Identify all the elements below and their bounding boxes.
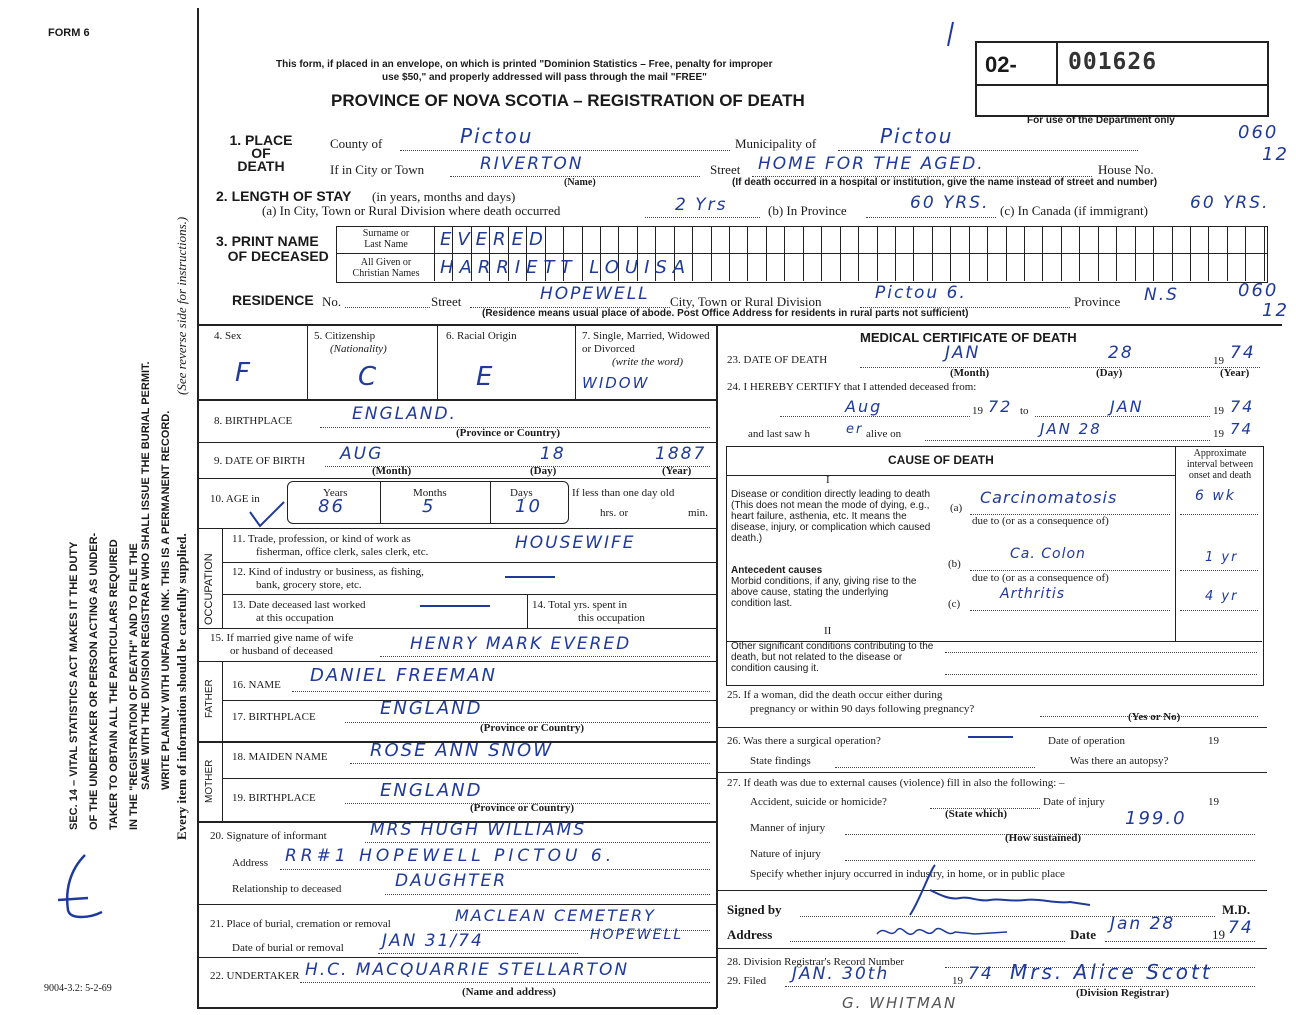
filed-yr: 74 bbox=[968, 964, 994, 984]
bottom-name: G. WHITMAN bbox=[842, 994, 958, 1012]
side-text-6: WRITE PLAINLY WITH UNFADING INK. THIS IS A PERMANENT RECORD. bbox=[160, 410, 172, 790]
trade-label-2: fisherman, office clerk, sales clerk, etc. bbox=[256, 546, 429, 558]
code-199: 199.0 bbox=[1125, 808, 1187, 829]
direct-cause-label: Disease or condition directly leading to death (This does not mean the mode of dying, e.g., heart failure, asthenia, etc. It means the disease, injury, or complication which caused death.) bbox=[731, 489, 931, 544]
dob-year-hint: (Year) bbox=[662, 465, 692, 477]
frame-mid-vertical bbox=[716, 324, 718, 1008]
residence-city-value: Pictou 6. bbox=[875, 283, 967, 303]
side-text-1: SEC. 14 – VITAL STATISTICS ACT MAKES IT THE DUTY bbox=[68, 541, 80, 830]
q26-date-label: Date of operation bbox=[1048, 735, 1125, 747]
q25-label-1: 25. If a woman, did the death occur either during bbox=[727, 689, 943, 701]
surname-value: EVERED bbox=[440, 229, 549, 250]
frame-left bbox=[197, 8, 199, 1008]
attended-to-yr-prefix: 19 bbox=[1213, 405, 1224, 417]
date-worked-label-2: at this occupation bbox=[256, 612, 334, 624]
stay-b-label: (b) In Province bbox=[768, 203, 847, 218]
form-number: FORM 6 bbox=[48, 27, 90, 39]
cause-title: CAUSE OF DEATH bbox=[888, 453, 994, 467]
specify-label: Specify whether injury occurred in industry, in home, or in public place bbox=[750, 868, 1065, 880]
place-code-2: 12 bbox=[1262, 144, 1289, 165]
sign-yr: 74 bbox=[1228, 918, 1254, 938]
dob-day: 18 bbox=[540, 444, 566, 464]
reg-box-v bbox=[1056, 41, 1058, 85]
cause-b-value: Ca. Colon bbox=[1010, 546, 1086, 562]
informant-rel-label: Relationship to deceased bbox=[232, 883, 342, 895]
sign-yr-prefix: 19 bbox=[1212, 927, 1225, 942]
dod-day: 28 bbox=[1108, 343, 1134, 363]
age-checkmark bbox=[248, 500, 288, 530]
sex-label: 4. Sex bbox=[214, 330, 242, 342]
residence-label: RESIDENCE bbox=[232, 292, 314, 308]
dod-year-hint: (Year) bbox=[1220, 367, 1250, 379]
dob-label: 9. DATE OF BIRTH bbox=[214, 455, 306, 467]
attended-to-label: to bbox=[1020, 405, 1029, 417]
interval-label: Approximate interval between onset and death bbox=[1186, 448, 1254, 481]
q29-label: 29. Filed bbox=[727, 975, 767, 987]
date-label: Date bbox=[1070, 927, 1096, 942]
undertaker-hint: (Name and address) bbox=[462, 986, 556, 998]
registrar-hint: (Division Registrar) bbox=[1076, 987, 1170, 999]
state-findings-label: State findings bbox=[750, 755, 811, 767]
mother-birthplace-value: ENGLAND bbox=[380, 780, 483, 801]
autopsy-label: Was there an autopsy? bbox=[1070, 755, 1169, 767]
father-birthplace-value: ENGLAND bbox=[380, 698, 483, 719]
burial-place-value-2: HOPEWELL bbox=[590, 927, 684, 943]
reg-box-divider bbox=[975, 84, 1267, 86]
q28-label: 28. Division Registrar's Record Number bbox=[727, 956, 905, 968]
mother-name-value: ROSE ANN SNOW bbox=[370, 740, 554, 761]
informant-addr-label: Address bbox=[232, 857, 269, 869]
marital-sub: (write the word) bbox=[612, 356, 684, 368]
dob-day-hint: (Day) bbox=[530, 465, 557, 477]
hospital-note: (If death occurred in a hospital or institution, give the name instead of street and number) bbox=[732, 177, 1158, 188]
other-conditions-label: Other significant conditions contributing to the death, but not related to the disease or condition causing it. bbox=[731, 641, 934, 674]
street-value: HOME FOR THE AGED. bbox=[758, 154, 985, 174]
last-saw-yr-prefix: 19 bbox=[1213, 428, 1224, 440]
due-to-label-2: due to (or as a consequence of) bbox=[972, 572, 1109, 584]
undertaker-value: H.C. MACQUARRIE STELLARTON bbox=[305, 960, 630, 980]
marital-label: 7. Single, Married, Widowed or Divorced bbox=[582, 330, 710, 355]
spouse-label-2: or husband of deceased bbox=[230, 645, 333, 657]
residence-code-2: 12 bbox=[1262, 300, 1289, 321]
birthplace-label: 8. BIRTHPLACE bbox=[214, 415, 293, 427]
house-label: House No. bbox=[1098, 162, 1154, 177]
informant-rel-value: DAUGHTER bbox=[395, 871, 508, 891]
cause-a-label: (a) bbox=[950, 502, 963, 514]
age-less-than-day: If less than one day old bbox=[572, 487, 675, 499]
attended-from-yr-prefix: 19 bbox=[972, 405, 983, 417]
postal-notice-line-2: use $50," and properly addressed will pass through the mail "FREE" bbox=[382, 72, 707, 83]
q25-hint: (Yes or No) bbox=[1128, 711, 1181, 723]
stay-b-value: 60 YRS. bbox=[910, 193, 990, 213]
name-label: 3. PRINT NAME OF DECEASED bbox=[216, 233, 329, 264]
dod-year: 74 bbox=[1230, 343, 1256, 363]
county-value: Pictou bbox=[460, 124, 534, 148]
residence-no-label: No. bbox=[322, 294, 342, 309]
reg-prefix: 02- bbox=[985, 52, 1017, 77]
surname-label: Surname or Last Name bbox=[362, 228, 410, 250]
state-which-hint: (State which) bbox=[945, 808, 1008, 820]
residence-code-1: 060 bbox=[1238, 280, 1279, 301]
burial-date-label: Date of burial or removal bbox=[232, 942, 344, 954]
father-name-value: DANIEL FREEMAN bbox=[310, 665, 497, 686]
sign-date: Jan 28 bbox=[1110, 914, 1176, 934]
q26-label: 26. Was there a surgical operation? bbox=[727, 735, 881, 747]
trade-label-1: 11. Trade, profession, or kind of work as bbox=[232, 533, 411, 545]
citizenship-sub: (Nationality) bbox=[330, 343, 387, 355]
mother-side-label: MOTHER bbox=[204, 759, 215, 803]
place-code-1: 060 bbox=[1238, 122, 1279, 143]
age-hrs: hrs. or bbox=[600, 507, 629, 519]
attended-from-yr: 72 bbox=[988, 397, 1013, 416]
due-to-label-1: due to (or as a consequence of) bbox=[972, 515, 1109, 527]
dob-month-hint: (Month) bbox=[372, 465, 412, 477]
sex-value: F bbox=[235, 358, 252, 388]
residence-city-label: City, Town or Rural Division bbox=[670, 294, 822, 309]
signed-by-label: Signed by bbox=[727, 902, 782, 917]
side-text-3: TAKER TO OBTAIN ALL THE PARTICULARS REQUIRED bbox=[108, 539, 120, 830]
occupation-side-label: OCCUPATION bbox=[203, 553, 215, 625]
q25-label-2: pregnancy or within 90 days following pregnancy? bbox=[750, 703, 975, 715]
injury-date-label: Date of injury bbox=[1043, 796, 1105, 808]
cause-c-value: Arthritis bbox=[1000, 586, 1066, 602]
informant-addr-value: RR#1 HOPEWELL PICTOU 6. bbox=[285, 846, 616, 866]
accident-label: Accident, suicide or homicide? bbox=[750, 796, 887, 808]
cause-a-interval: 6 wk bbox=[1195, 488, 1236, 504]
last-saw-label: and last saw h bbox=[748, 428, 811, 440]
part-two-label: II bbox=[824, 625, 832, 637]
spouse-label-1: 15. If married give name of wife bbox=[210, 632, 354, 644]
residence-street-label: Street bbox=[431, 294, 462, 309]
filed-date: JAN. 30th bbox=[792, 964, 890, 984]
mother-birthplace-hint: (Province or Country) bbox=[470, 802, 575, 814]
frame-section-top bbox=[197, 324, 1282, 326]
q26-19: 19 bbox=[1208, 735, 1219, 747]
frame-bottom bbox=[197, 1007, 717, 1009]
birthplace-hint: (Province or Country) bbox=[456, 427, 561, 439]
top-check-mark bbox=[945, 20, 957, 50]
side-text-4: IN THE "REGISTRATION OF DEATH" AND TO FILE THE bbox=[128, 543, 140, 830]
address-label: Address bbox=[727, 927, 773, 942]
county-label: County of bbox=[330, 136, 383, 151]
cause-b-interval: 1 yr bbox=[1205, 550, 1239, 565]
injury-19: 19 bbox=[1208, 796, 1219, 808]
citizenship-label: 5. Citizenship bbox=[314, 330, 376, 342]
total-yrs-label-2: this occupation bbox=[578, 612, 645, 624]
dob-month: AUG bbox=[340, 444, 384, 464]
antecedent-title: Antecedent causes bbox=[731, 565, 823, 576]
residence-street-value: HOPEWELL bbox=[540, 284, 650, 304]
form-title: PROVINCE OF NOVA SCOTIA – REGISTRATION OF DEATH bbox=[331, 91, 805, 110]
street-label: Street bbox=[710, 162, 741, 177]
how-sustained-hint: (How sustained) bbox=[1005, 832, 1082, 844]
date-worked-dash bbox=[420, 605, 490, 607]
dod-month: JAN bbox=[945, 343, 981, 363]
certify-label: 24. I HEREBY CERTIFY that I attended deceased from: bbox=[727, 381, 977, 393]
registrar-signature: Mrs. Alice Scott bbox=[1010, 960, 1213, 984]
stay-a-label: (a) In City, Town or Rural Division where death occurred bbox=[262, 203, 561, 218]
age-days-label: Days bbox=[510, 487, 533, 499]
municipality-label: Municipality of bbox=[735, 136, 817, 151]
attended-from: Aug bbox=[845, 397, 883, 416]
dod-day-hint: (Day) bbox=[1096, 367, 1123, 379]
spouse-value: HENRY MARK EVERED bbox=[410, 634, 632, 654]
q26-dash bbox=[968, 736, 1013, 738]
industry-label-2: bank, grocery store, etc. bbox=[256, 579, 362, 591]
part-one-label: I bbox=[826, 474, 830, 486]
age-min: min. bbox=[688, 507, 708, 519]
father-birthplace-label: 17. BIRTHPLACE bbox=[232, 711, 316, 723]
age-days: 10 bbox=[515, 496, 542, 517]
dept-use-label: For use of the Department only bbox=[1027, 115, 1175, 126]
side-text-8: (See reverse side for instructions.) bbox=[174, 216, 189, 395]
side-text-2: OF THE UNDERTAKER OR PERSON ACTING AS UNDER- bbox=[88, 532, 100, 830]
reg-number: 001626 bbox=[1068, 49, 1158, 75]
father-side-label: FATHER bbox=[204, 679, 215, 718]
racial-value: E bbox=[476, 362, 495, 392]
stay-c-label: (c) In Canada (if immigrant) bbox=[1000, 203, 1148, 218]
date-worked-label-1: 13. Date deceased last worked bbox=[232, 599, 366, 611]
undertaker-label: 22. UNDERTAKER bbox=[210, 970, 300, 982]
manner-label: Manner of injury bbox=[750, 822, 826, 834]
city-label: If in City or Town bbox=[330, 162, 425, 177]
dod-year-prefix: 19 bbox=[1213, 355, 1224, 367]
informant-sig-value: MRS HUGH WILLIAMS bbox=[370, 820, 587, 840]
stay-a-value: 2 Yrs bbox=[675, 195, 728, 215]
citizenship-value: C bbox=[358, 362, 379, 392]
side-text-5: SAME WITH THE DIVISION REGISTRAR WHO SHALL ISSUE THE BURIAL PERMIT. bbox=[140, 361, 152, 790]
age-months: 5 bbox=[422, 496, 436, 517]
given-value: HARRIETT LOUISA bbox=[440, 257, 692, 278]
length-of-stay-label: 2. LENGTH OF STAY bbox=[216, 188, 352, 204]
postal-notice-line-1: This form, if placed in an envelope, on which is printed "Dominion Statistics – Free, penalty for improper bbox=[276, 59, 773, 70]
age-months-label: Months bbox=[413, 487, 447, 499]
form-code: 9004-3.2: 5-2-69 bbox=[44, 983, 112, 994]
medical-title: MEDICAL CERTIFICATE OF DEATH bbox=[860, 330, 1077, 345]
residence-note: (Residence means usual place of abode. Post Office Address for residents in rural parts not sufficient) bbox=[482, 308, 969, 319]
attended-to-yr: 74 bbox=[1230, 397, 1255, 416]
alive-on-label: alive on bbox=[866, 428, 902, 440]
trade-value: HOUSEWIFE bbox=[515, 533, 636, 553]
last-saw-yr: 74 bbox=[1230, 420, 1254, 438]
residence-province-value: N.S bbox=[1144, 285, 1179, 305]
total-yrs-label-1: 14. Total yrs. spent in bbox=[532, 599, 627, 611]
cause-c-interval: 4 yr bbox=[1205, 589, 1239, 604]
father-birthplace-hint: (Province or Country) bbox=[480, 722, 585, 734]
dob-year: 1887 bbox=[655, 444, 707, 464]
mother-birthplace-label: 19. BIRTHPLACE bbox=[232, 792, 316, 804]
city-value: RIVERTON bbox=[480, 154, 584, 174]
burial-date-value: JAN 31/74 bbox=[382, 931, 484, 951]
informant-sig-label: 20. Signature of informant bbox=[210, 830, 327, 842]
cause-c-label: (c) bbox=[948, 598, 961, 610]
physician-address-scribble bbox=[875, 922, 1015, 942]
antecedent-label: Morbid conditions, if any, giving rise to the above cause, stating the underlying condition last. bbox=[731, 576, 917, 609]
place-of-death-label: 1. PLACE OF DEATH bbox=[229, 132, 293, 174]
attended-to: JAN bbox=[1110, 397, 1144, 416]
registrar-initial-mark bbox=[30, 850, 110, 930]
physician-signature bbox=[900, 860, 1100, 922]
burial-place-label: 21. Place of burial, cremation or removal bbox=[210, 918, 391, 930]
given-label: All Given or Christian Names bbox=[352, 257, 420, 279]
city-name-hint: (Name) bbox=[564, 177, 596, 188]
age-label: 10. AGE in bbox=[210, 493, 260, 505]
racial-label: 6. Racial Origin bbox=[446, 330, 517, 342]
birthplace-value: ENGLAND. bbox=[352, 404, 457, 424]
industry-dash bbox=[505, 576, 555, 578]
md-label: M.D. bbox=[1222, 902, 1251, 917]
cause-a-value: Carcinomatosis bbox=[980, 488, 1118, 507]
residence-province-label: Province bbox=[1074, 294, 1121, 309]
father-name-label: 16. NAME bbox=[232, 679, 281, 691]
filed-yr-prefix: 19 bbox=[952, 975, 963, 987]
last-saw-her: er bbox=[846, 422, 864, 437]
marital-value: WIDOW bbox=[582, 374, 650, 392]
age-years-label: Years bbox=[323, 487, 348, 499]
cause-b-label: (b) bbox=[948, 558, 961, 570]
side-text-7: Every item of information should be carefully supplied. bbox=[174, 533, 189, 840]
industry-label-1: 12. Kind of industry or business, as fishing, bbox=[232, 566, 424, 578]
last-saw-date: JAN 28 bbox=[1040, 420, 1102, 438]
age-years: 86 bbox=[318, 496, 345, 517]
length-of-stay-hint: (in years, months and days) bbox=[372, 189, 516, 204]
q27-label: 27. If death was due to external causes (violence) fill in also the following: – bbox=[727, 777, 1065, 789]
dod-label: 23. DATE OF DEATH bbox=[727, 354, 828, 366]
municipality-value: Pictou bbox=[880, 124, 954, 148]
nature-label: Nature of injury bbox=[750, 848, 821, 860]
dod-month-hint: (Month) bbox=[950, 367, 990, 379]
mother-name-label: 18. MAIDEN NAME bbox=[232, 751, 328, 763]
burial-place-value: MACLEAN CEMETERY bbox=[455, 906, 656, 925]
stay-c-value: 60 YRS. bbox=[1190, 193, 1270, 213]
